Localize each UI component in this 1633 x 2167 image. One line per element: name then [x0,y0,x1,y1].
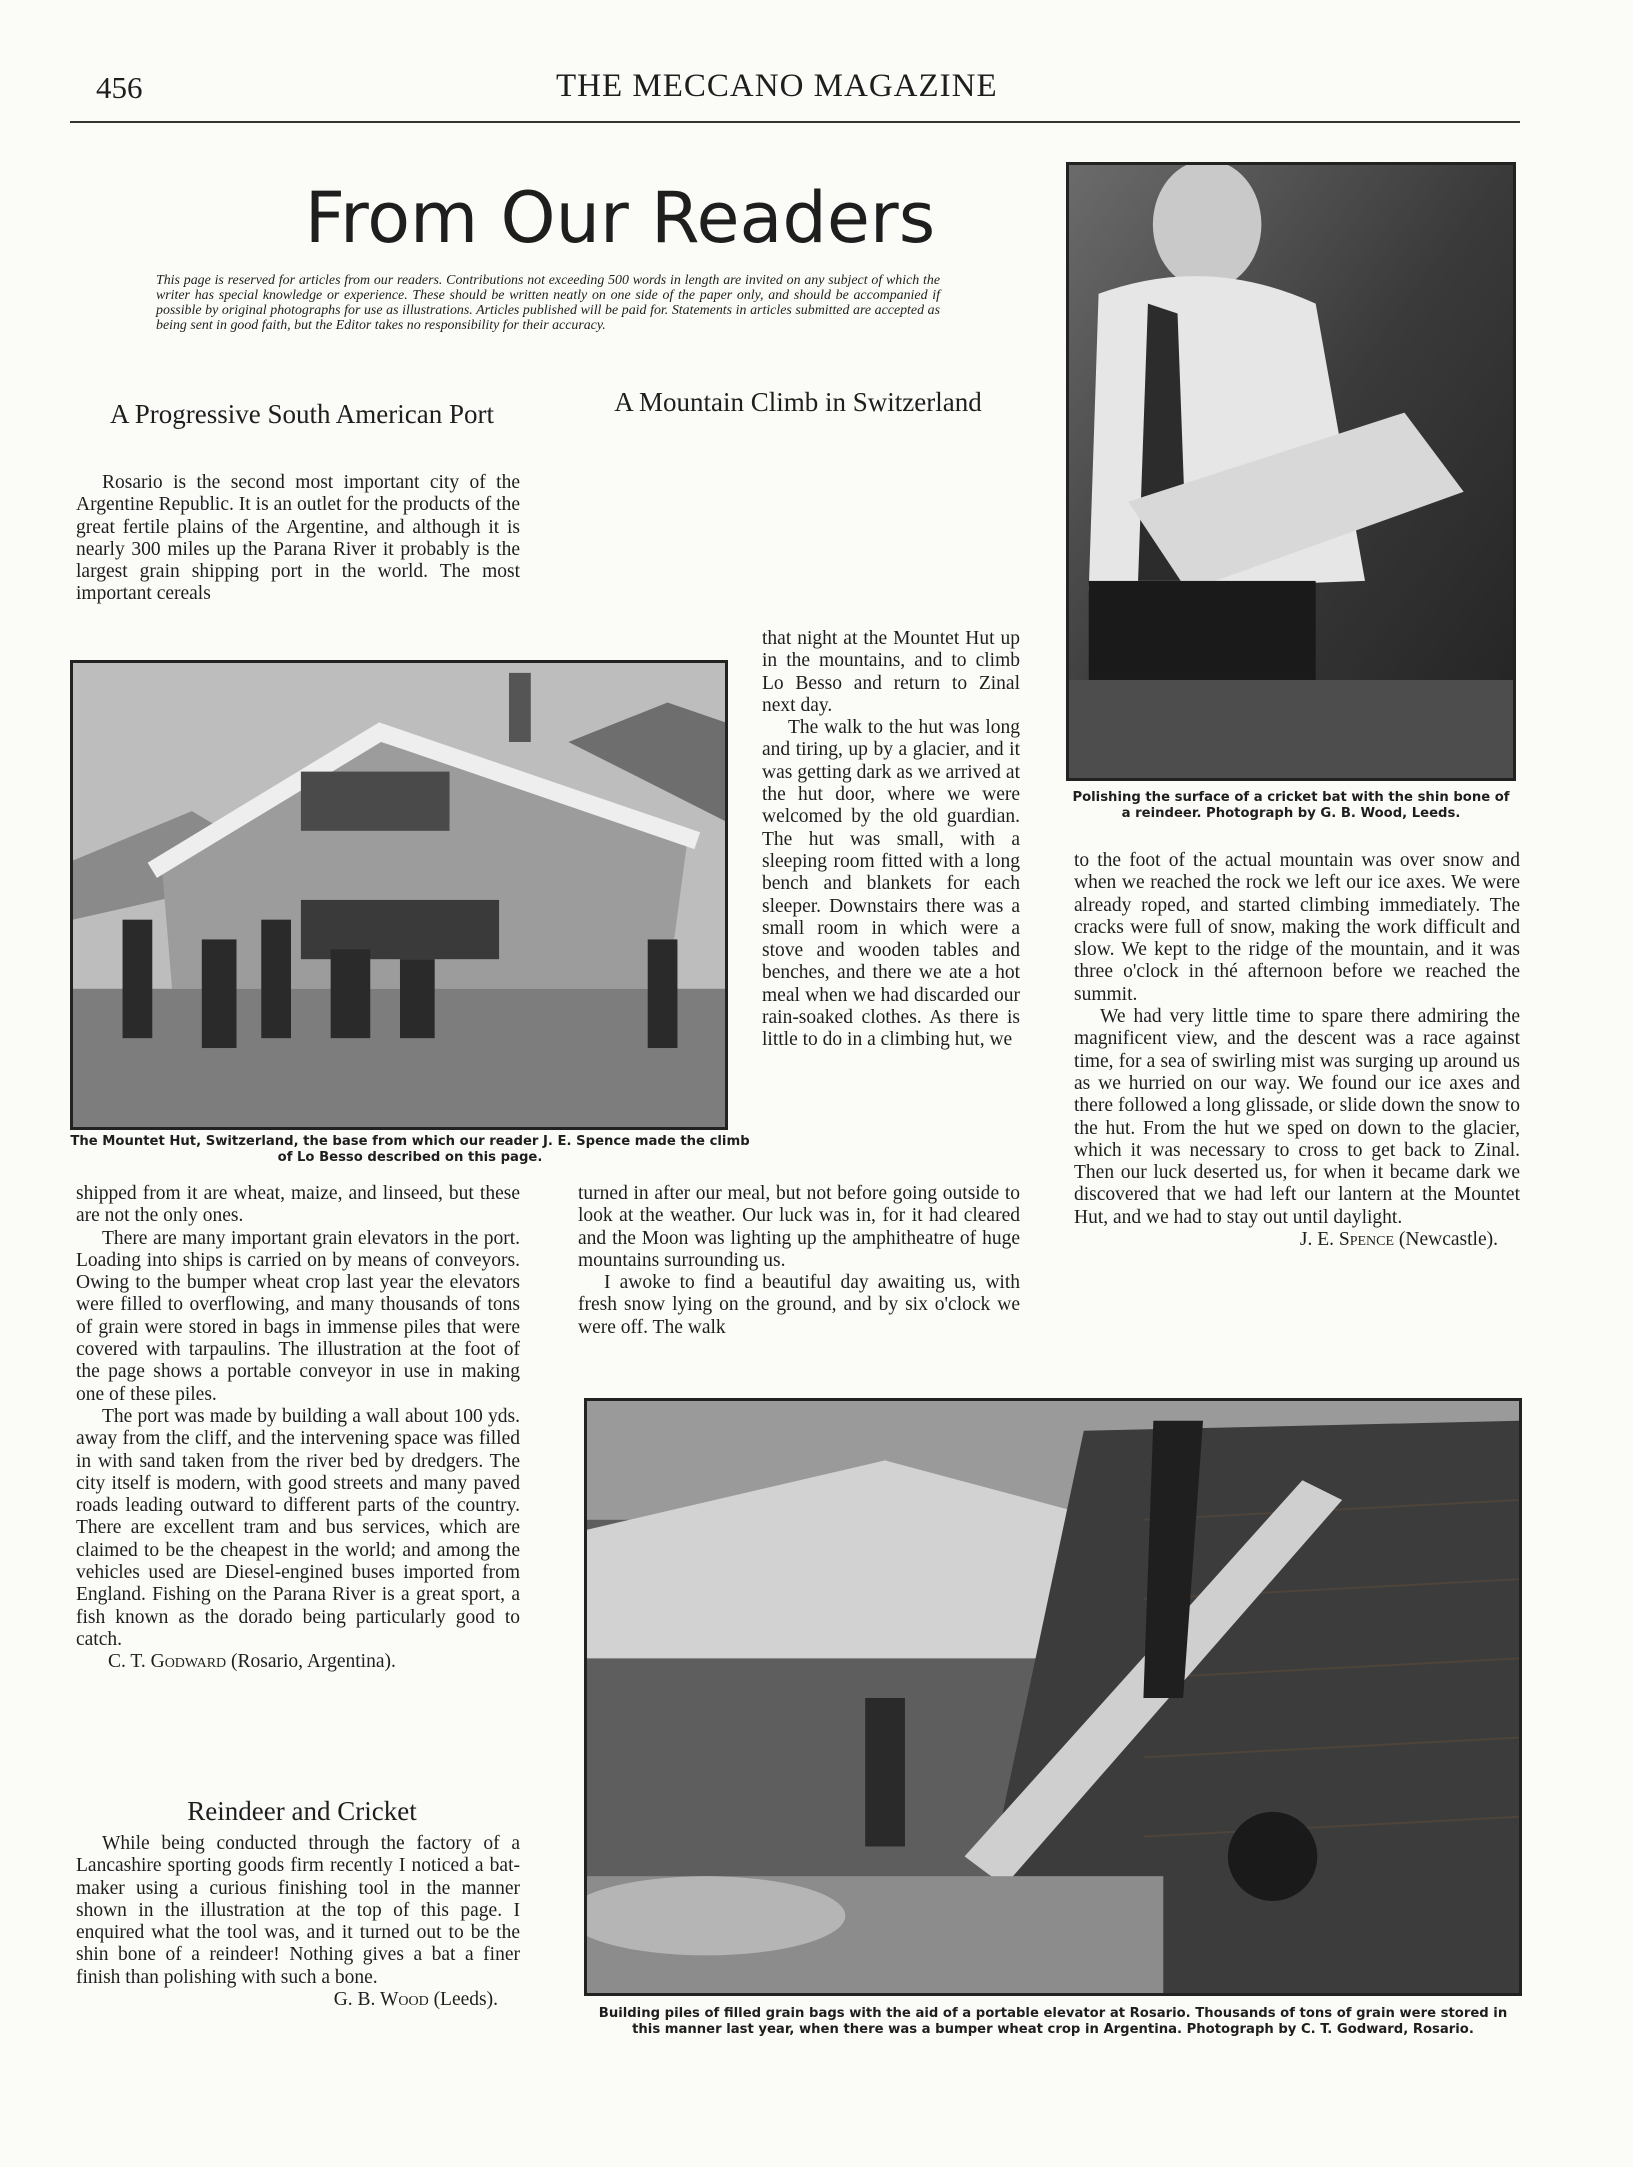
climb-author-place: (Newcastle). [1398,1229,1498,1251]
climb-text-mid [578,1183,1020,1339]
climb-paragraph-3-cont: to the foot of the actual mountain was over snow and when we reached the rock we left our ice axes. We were already roped, and started climbing immediately. The cracks were full of snow, making the work difficult and slow. We kept to the ridge of the mountain, and it was three o'clock in thé afternoon before we reached the summit. [1074,850,1520,1005]
climb-paragraph-3: I awoke to find a beautiful day awaiting us, with fresh snow lying on the ground, and by six o'clock we were off. The walk [578,1272,1020,1338]
page-title: From Our Readers [304,177,936,259]
intro-note: This page is reserved for articles from our readers. Contributions not exceeding 500 words in length are invited on any subject of which the writer has special knowledge or experience. These should be written neatly on one side of the paper only, and should be accompanied if possible by original photographs for use as illustrations. Articles published will be paid for. Statements in articles submitted are accepted as being sent in good faith, but the Editor takes no responsibility for their accuracy. [156,273,940,333]
port-heading: A Progressive South American Port [110,399,494,429]
climb-paragraph-1-cont: that night at the Mountet Hut up in the mountains, and to climb Lo Besso and return to Zinal next day. [762,628,1020,716]
reindeer-signature [76,1989,520,2011]
cricket-photo-caption: Polishing the surface of a cricket bat with the shin bone of a reindeer. Photograph by G. B. Wood, Leeds. [1072,790,1510,821]
climb-paragraph-4: We had very little time to spare there admiring the magnificent view, and the descent was a race against time, for a sea of swirling mist was surging up around us as we hurried on our way. We found our ice axes and there followed a long glissade, or slide down the snow to the hut. From the hut we sped on down to the glacier, which it was necessary to cross to get back to Zinal. Then our luck deserted us, for when it became dark we discovered that we had left our lantern at the Mountet Hut, and we had to stay out until daylight. [1074,1006,1520,1228]
reindeer-text [76,1833,520,2011]
port-author-place: (Rosario, Argentina). [231,1651,396,1673]
grain-elevator-photo [584,1398,1522,1996]
grain-photo-caption: Building piles of filled grain bags with the aid of a portable elevator at Rosario. Thousands of tons of grain were stored in this manner last year, when there was a bumper wheat crop in Argentina. Photograph by C. T. Godward, Rosario. [598,2006,1508,2037]
reindeer-author: G. B. Wood [333,1989,429,2011]
page-number: 456 [96,70,143,105]
reindeer-author-place: (Leeds). [433,1989,498,2011]
port-signature [76,1651,520,1673]
climb-author: J. E. Spence [1299,1229,1395,1251]
port-text-bottom [76,1183,520,1674]
climb-text-right [1074,850,1520,1251]
port-paragraph-2: There are many important grain elevators in the port. Loading into ships is carried on by means of conveyors. Owing to the bumper wheat crop last year the elevators were filled to overflowing, and many thousands of tons of grain were stored in bags in immense piles that were covered with tarpaulins. The illustration at the foot of the page shows a portable conveyor in use in making one of these piles. [76,1227,520,1405]
climb-paragraph-2: The walk to the hut was long and tiring, up by a glacier, and it was getting dark as we arrived at the hut door, where we were welcomed by the old guardian. The hut was small, with a sleeping room fitted with a long bench and blankets for each sleeper. Downstairs there was a small room in which were a stove and wooden tables and benches, and there we ate a hot meal when we had discarded our rain-soaked clothes. As there is little to do in a climbing hut, we [762,717,1020,1051]
port-paragraph-1: Rosario is the second most important city of the Argentine Republic. It is an outlet for the products of the great fertile plains of the Argentine, and although it is nearly 300 miles up the Parana River it probably is the largest grain shipping port in the world. The most important cereals [76,472,520,605]
mountet-hut-photo [70,660,728,1130]
magazine-title: THE MECCANO MAGAZINE [556,68,998,104]
reindeer-paragraph-1: While being conducted through the factory of a Lancashire sporting goods firm recently I noticed a bat-maker using a curious finishing tool in the manner shown in the illustration at the top of this page. I enquired what the tool was, and it turned out to be the shin bone of a reindeer! Nothing gives a bat a finer finish than polishing with such a bone. [76,1833,520,1988]
header-rule [70,121,1520,123]
climb-paragraph-2-cont: turned in after our meal, but not before going outside to look at the weather. Our luck was in, for it had cleared and the Moon was lighting up the amphitheatre of huge mountains surrounding us. [578,1183,1020,1271]
climb-signature [1074,1229,1520,1251]
port-paragraph-3: The port was made by building a wall about 100 yds. away from the cliff, and the intervening space was filled in with sand taken from the river bed by dredgers. The city itself is modern, with good streets and many paved roads leading outward to different parts of the country. There are excellent tram and bus services, which are claimed to be the cheapest in the world; and among the vehicles used are Diesel-engined buses imported from England. Fishing on the Parana River is a great sport, a fish known as the dorado being particularly good to catch. [76,1405,520,1650]
reindeer-heading: Reindeer and Cricket [187,1796,417,1826]
climb-text-narrow [762,628,1020,1052]
port-text-top [76,472,520,606]
climb-heading: A Mountain Climb in Switzerland [614,387,982,417]
port-author: C. T. Godward [108,1651,227,1673]
port-paragraph-1-cont: shipped from it are wheat, maize, and linseed, but these are not the only ones. [76,1183,520,1227]
hut-photo-caption: The Mountet Hut, Switzerland, the base from which our reader J. E. Spence made the climb of Lo Besso described on this page. [70,1134,750,1165]
cricket-bat-photo [1066,162,1516,781]
